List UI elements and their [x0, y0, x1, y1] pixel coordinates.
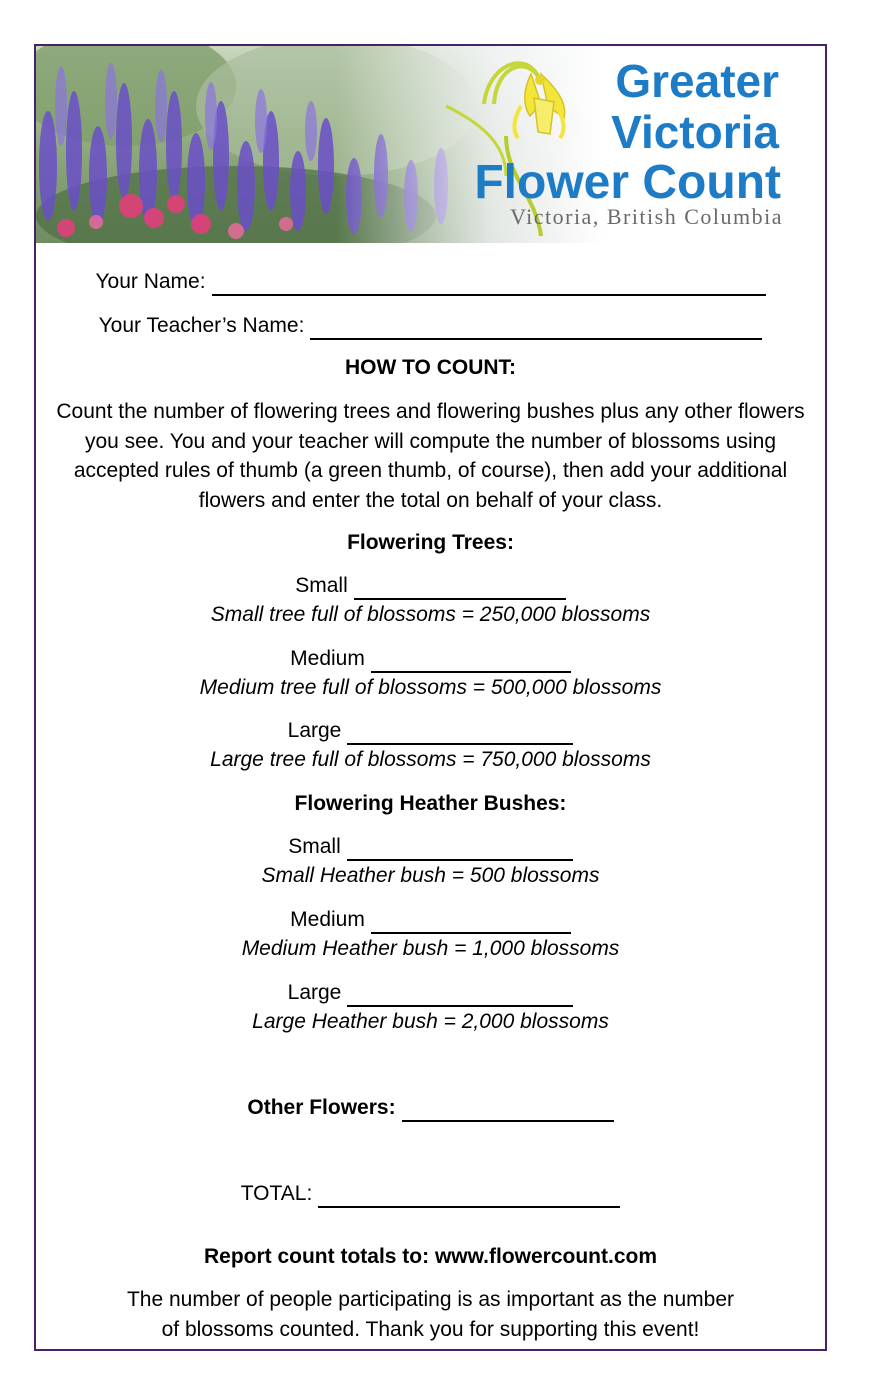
how-to-count-heading: HOW TO COUNT: [344, 356, 517, 379]
total-label: TOTAL: [240, 1182, 313, 1205]
trees-large-field[interactable] [347, 721, 573, 745]
heather-large-row [36, 979, 825, 1007]
heather-medium-label: Medium [290, 908, 365, 931]
heather-small-label: Small [288, 835, 341, 858]
flowering-trees-heading: Flowering Trees: [347, 531, 514, 554]
trees-medium-note: Medium tree full of blossoms = 500,000 blossoms [199, 676, 662, 699]
trees-large-note: Large tree full of blossoms = 750,000 blossoms [210, 748, 651, 771]
heather-large-label: Large [287, 981, 342, 1004]
teacher-name-field[interactable] [310, 316, 762, 340]
heather-medium-note: Medium Heather bush = 1,000 blossoms [241, 937, 620, 960]
trees-small-note: Small tree full of blossoms = 250,000 blossoms [210, 603, 651, 626]
trees-small-field[interactable] [354, 576, 566, 600]
title-line-flower-count: Flower Count [474, 156, 781, 209]
heather-medium-field[interactable] [371, 910, 571, 934]
other-flowers-field[interactable] [402, 1098, 614, 1122]
heather-small-note: Small Heather bush = 500 blossoms [261, 864, 600, 887]
flower-count-form [34, 44, 827, 1351]
teacher-name-label: Your Teacher’s Name: [98, 314, 305, 337]
header-banner [36, 46, 825, 243]
instructions-paragraph: Count the number of flowering trees and flowering bushes plus any other flowers you see. You and your teacher will compute the number of blossoms using accepted rules of thumb (a green thumb, of course), then add your additional flowers and enter the total on behalf of your class. [56, 400, 805, 512]
other-flowers-label: Other Flowers: [247, 1096, 396, 1119]
trees-medium-label: Medium [290, 647, 365, 670]
title-line-victoria: Victoria [611, 106, 779, 158]
total-row [36, 1180, 825, 1208]
trees-large-row [36, 717, 825, 745]
heather-small-row [36, 833, 825, 861]
trees-medium-field[interactable] [371, 649, 571, 673]
report-totals-line: Report count totals to: www.flowercount.com [203, 1245, 658, 1268]
your-name-row [36, 268, 825, 296]
trees-small-row [36, 572, 825, 600]
heather-small-field[interactable] [347, 837, 573, 861]
heather-large-field[interactable] [347, 983, 573, 1007]
teacher-name-row [36, 312, 825, 340]
total-field[interactable] [318, 1184, 620, 1208]
trees-medium-row [36, 645, 825, 673]
heather-large-note: Large Heather bush = 2,000 blossoms [252, 1010, 609, 1033]
thanks-line-1: The number of people participating is as important as the number [126, 1288, 734, 1311]
your-name-field[interactable] [212, 272, 766, 296]
other-flowers-row [36, 1094, 825, 1122]
thanks-line-2: of blossoms counted. Thank you for supporting this event! [161, 1318, 700, 1341]
heather-bushes-heading: Flowering Heather Bushes: [294, 792, 567, 815]
title-line-greater: Greater [615, 55, 779, 107]
trees-small-label: Small [295, 574, 348, 597]
trees-large-label: Large [287, 719, 342, 742]
heather-medium-row [36, 906, 825, 934]
subtitle-location: Victoria, British Columbia [510, 204, 783, 229]
your-name-label: Your Name: [95, 270, 206, 293]
